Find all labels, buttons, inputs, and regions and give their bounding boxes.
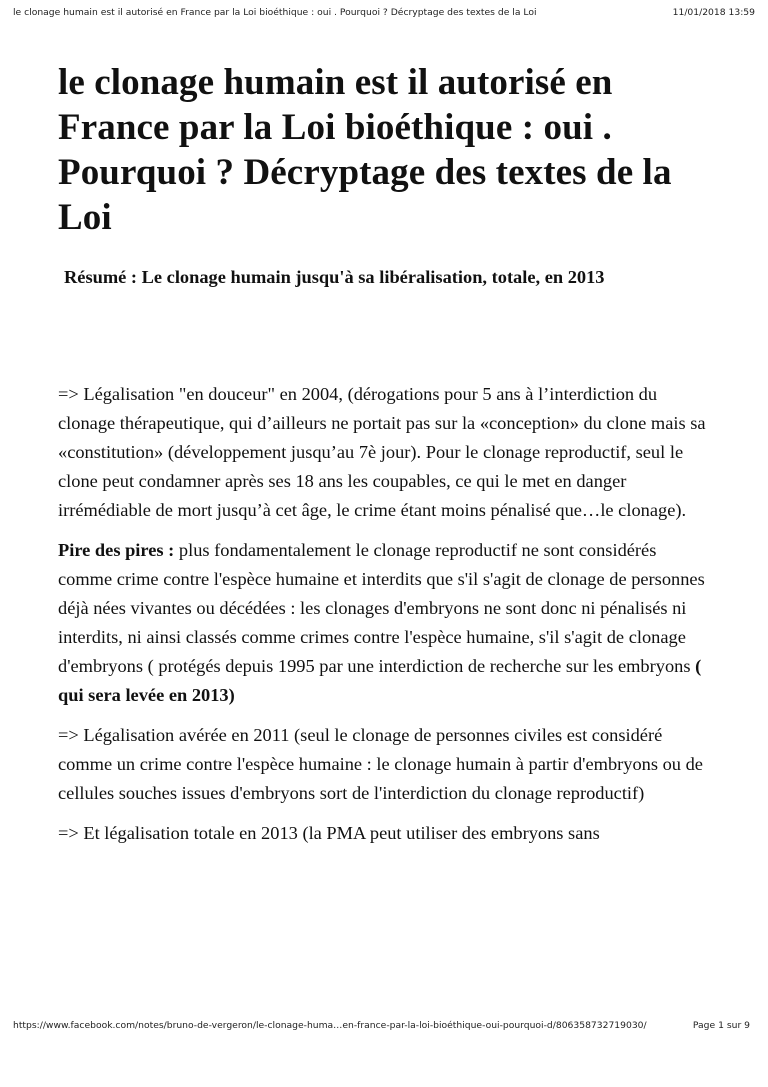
paragraph-2011: => Légalisation avérée en 2011 (seul le clonage de personnes civiles est considéré comme un crime contre l'espèce humaine : le clonage humain à partir d'embryons ou de cellules souches issues d'embryons sort de l'interdiction du clonage reproductif) [58, 725, 703, 803]
paragraph-2004: => Légalisation "en douceur" en 2004, (dérogations pour 5 ans à l’interdiction du clonage thérapeutique, qui d’ailleurs ne portait pas sur la «conception» du clone mais sa «constitution» (développement jusqu’au 7è jour). Pour le clonage reproductif, seul le clone peut condamner après ses 18 ans les coupables, ce qui le met en danger irrémédiable de mort jusqu’à cet âge, le crime étant moins pénalisé que…le clonage). [58, 384, 706, 520]
print-header-datetime: 11/01/2018 13:59 [672, 7, 755, 18]
print-footer-url: https://www.facebook.com/notes/bruno-de-vergeron/le-clonage-huma…en-france-par-la-loi-bioéthique-oui-pourquoi-d/806358732719030/ [13, 1020, 647, 1031]
print-footer [13, 1020, 750, 1031]
article-content [58, 60, 708, 848]
paragraph-lead-bold: Pire des pires : [58, 540, 175, 560]
paragraph-tail-bold: ( qui sera levée en 2013) [58, 656, 702, 705]
paragraph-2013: => Et légalisation totale en 2013 (la PMA peut utiliser des embryons sans [58, 823, 600, 843]
print-header-title: le clonage humain est il autorisé en France par la Loi bioéthique : oui . Pourquoi ? Décryptage des textes de la Loi [13, 7, 537, 18]
article-summary [58, 264, 708, 290]
paragraph-body: plus fondamentalement le clonage reproductif ne sont considérés comme crime contre l'espèce humaine et interdits que s'il s'agit de clonage de personnes déjà nées vivantes ou décédées : les clonages d'embryons ne sont donc ni pénalisés ni interdits, ni ainsi classés comme crimes contre l'espèce humaine, s'il s'agit de clonage d'embryons ( protégés depuis 1995 par une interdiction de recherche sur les embryons [58, 540, 705, 676]
article-summary-text: Résumé : Le clonage humain jusqu'à sa libéralisation, totale, en 2013 [64, 267, 605, 287]
article-title: le clonage humain est il autorisé en France par la Loi bioéthique : oui . Pourquoi ? Décryptage des textes de la Loi [58, 62, 672, 238]
print-header [13, 7, 755, 18]
paragraph-pire-des-pires [58, 536, 708, 710]
print-footer-page: Page 1 sur 9 [692, 1020, 750, 1031]
